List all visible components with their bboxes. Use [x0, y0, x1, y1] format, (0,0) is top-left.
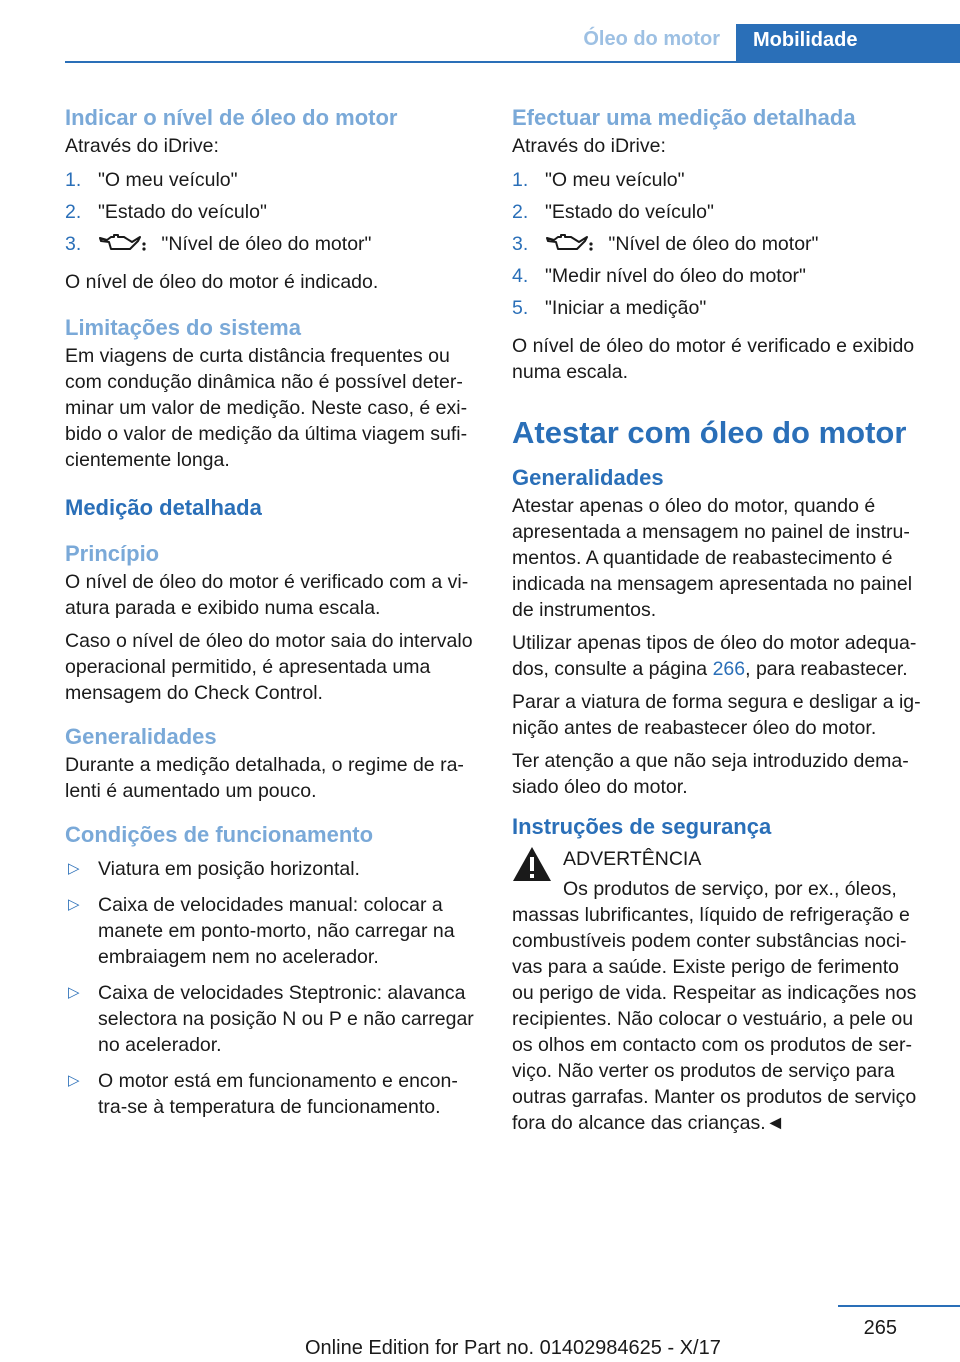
list-item	[512, 295, 926, 327]
heading-general: Generalidades	[512, 465, 664, 490]
bullet-triangle-icon: ▷	[68, 984, 80, 1001]
heading-operating-conditions: Condições de funcionamento	[65, 822, 374, 847]
list-item	[65, 167, 479, 199]
heading-general: Generalidades	[65, 724, 217, 749]
chapter-tab[interactable]: Mobilidade	[736, 24, 960, 62]
list-item	[65, 231, 479, 263]
heading-perform-measurement: Efectuar uma medição detalhada	[512, 105, 856, 130]
list-item	[512, 263, 926, 295]
left-column	[65, 103, 479, 1130]
list-item	[512, 167, 926, 199]
measure-steps-list	[512, 167, 926, 327]
page-header	[0, 0, 960, 62]
condition-text: Caixa de velocidades Steptronic: alavanca selectora na posição N ou P e não carregar no acelerador.	[98, 982, 474, 1056]
general-paragraph-1: Atestar apenas o óleo do motor, quando é apresentada a mensagem no painel de instru-mentos. A quantidade de reabastecimento é indicada na mensagem apresentada no painel de instrumentos.	[512, 495, 913, 621]
step-number: 2.	[65, 201, 82, 223]
list-item	[512, 199, 926, 231]
oil-can-icon	[545, 233, 593, 260]
heading-detailed-measurement: Medição detalhada	[65, 495, 262, 520]
general-p2-after: , para reabastecer.	[745, 658, 908, 680]
page-link[interactable]: 266	[712, 658, 746, 680]
warning-title: ADVERTÊNCIA	[563, 848, 702, 870]
general-text: Durante a medição detalhada, o regime de ra-lenti é aumentado um pouco.	[65, 754, 464, 802]
bullet-triangle-icon: ▷	[68, 860, 80, 877]
step-text: "Nível de óleo do motor"	[161, 233, 372, 255]
step-number: 5.	[512, 297, 529, 319]
list-item	[65, 1068, 479, 1120]
limits-text: Em viagens de curta distância frequentes ou com condução dinâmica não é possível deter-minar um valor de medição. Neste caso, é exi-bido o valor de medição da última viagem sufi-cientemente longa.	[65, 345, 468, 471]
indicate-result: O nível de óleo do motor é indicado.	[65, 271, 379, 293]
step-number: 3.	[65, 233, 82, 255]
condition-text: Viatura em posição horizontal.	[98, 858, 360, 880]
step-text: "O meu veículo"	[98, 169, 238, 191]
right-column	[512, 103, 926, 1136]
condition-text: O motor está em funcionamento e encon-tra-se à temperatura de funcionamento.	[98, 1070, 458, 1118]
list-item	[65, 980, 479, 1058]
indicate-steps-list	[65, 167, 479, 263]
step-text: "Estado do veículo"	[98, 201, 267, 223]
general-p2-before: Utilizar apenas tipos de óleo do motor adequa-dos, consulte a página	[512, 632, 917, 680]
measure-result: O nível de óleo do motor é verificado e exibido numa escala.	[512, 335, 915, 383]
step-text: "Medir nível do óleo do motor"	[545, 265, 806, 287]
step-text: "O meu veículo"	[545, 169, 685, 191]
principle-paragraph-1: O nível de óleo do motor é verificado com a vi-atura parada e exibido numa escala.	[65, 571, 469, 619]
step-text: "Estado do veículo"	[545, 201, 714, 223]
conditions-list	[65, 856, 479, 1120]
step-number: 4.	[512, 265, 529, 287]
heading-system-limits: Limitações do sistema	[65, 315, 301, 340]
condition-text: Caixa de velocidades manual: colocar a manete em ponto-morto, não carregar na embraiagem nem no acelerador.	[98, 894, 455, 968]
warning-text-first-line: Os produtos de serviço, por ex., óleos,	[563, 878, 897, 900]
list-item	[65, 199, 479, 231]
idrive-intro: Através do iDrive:	[65, 135, 219, 157]
general-paragraph-2	[512, 630, 926, 682]
step-number: 2.	[512, 201, 529, 223]
warning-block	[512, 846, 926, 1136]
page-number: 265	[863, 1317, 897, 1339]
warning-triangle-icon	[512, 846, 552, 882]
bullet-triangle-icon: ▷	[68, 1072, 80, 1089]
general-paragraph-3: Parar a viatura de forma segura e desligar a ig-nição antes de reabastecer óleo do motor.	[512, 691, 921, 739]
list-item	[65, 892, 479, 970]
section-title: Óleo do motor	[583, 28, 720, 50]
heading-indicate-oil-level: Indicar o nível de óleo do motor	[65, 105, 398, 130]
step-number: 1.	[512, 169, 529, 191]
warning-text: massas lubrificantes, líquido de refrigeração e combustíveis podem conter substâncias noci-vas para a saúde. Existe perigo de ferimento ou perigo de vida. Respeitar as indicações nos recipientes. Não colocar o vestuário, a pele ou os olhos em contacto com os produtos de ser-viço. Não verter os produtos de serviço para outras garrafas. Manter os produtos de serviço fora do alcance das crianças.◄	[512, 904, 917, 1134]
idrive-intro: Através do iDrive:	[512, 135, 666, 157]
step-number: 3.	[512, 233, 529, 255]
step-number: 1.	[65, 169, 82, 191]
step-text: "Nível de óleo do motor"	[608, 233, 819, 255]
bullet-triangle-icon: ▷	[68, 896, 80, 913]
oil-can-icon	[98, 233, 146, 260]
header-divider	[65, 61, 960, 63]
list-item	[512, 231, 926, 263]
step-text: "Iniciar a medição"	[545, 297, 707, 319]
heading-safety-instructions: Instruções de segurança	[512, 814, 772, 839]
list-item	[65, 856, 479, 882]
heading-principle: Princípio	[65, 541, 160, 566]
principle-paragraph-2: Caso o nível de óleo do motor saia do intervalo operacional permitido, é apresentada uma mensagem do Check Control.	[65, 630, 473, 704]
heading-top-up-oil: Atestar com óleo do motor	[512, 415, 907, 450]
general-paragraph-4: Ter atenção a que não seja introduzido dema-siado óleo do motor.	[512, 750, 909, 798]
footer-divider	[838, 1305, 960, 1307]
footer-edition-text: Online Edition for Part no. 01402984625 - X/17	[305, 1337, 721, 1359]
